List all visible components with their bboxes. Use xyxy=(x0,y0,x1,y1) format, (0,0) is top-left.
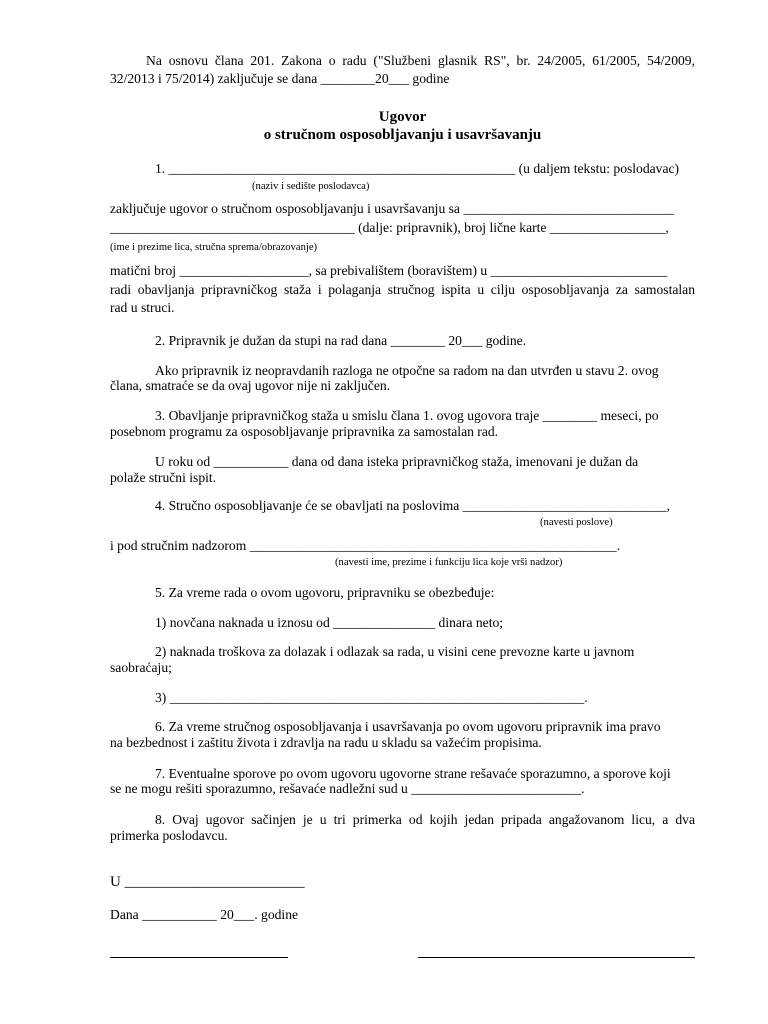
signature-line-employer xyxy=(418,957,695,958)
s1-line-6: rad u struci. xyxy=(110,300,175,315)
s2-line-1: 2. Pripravnik je dužan da stupi na rad dana ________ 20___ godine. xyxy=(155,333,527,348)
s1-line-1: 1. ___________________________________________________ (u daljem tekstu: poslodavac) xyxy=(155,161,680,176)
s8-line-2: primerka poslodavcu. xyxy=(110,828,228,843)
s4-line-1: 4. Stručno osposobljavanje će se obavljati na poslovima ______________________________, xyxy=(155,498,670,513)
document-title: Ugovor xyxy=(378,109,427,125)
s3-line-3: U roku od ___________ dana od dana isteka pripravničkog staža, imenovani je dužan da xyxy=(155,454,639,469)
s4-caption-tasks: (navesti poslove) xyxy=(540,517,613,528)
preamble-line-2: 32/2013 i 75/2014) zaključuje se dana ________20___ godine xyxy=(110,71,450,86)
s1-line-5: radi obavljanja pripravničkog staža i polaganja stručnog ispita u cilju osposobljavanja za samostalan xyxy=(110,282,695,297)
s4-line-2: i pod stručnim nadzorom ______________________________________________________. xyxy=(110,538,621,553)
s7-line-1: 7. Eventualne sporove po ovom ugovoru ugovorne strane rešavaće sporazumno, a sporove koji xyxy=(155,766,671,781)
s2-line-3: člana, smatraće se da ovaj ugovor nije ni zaključen. xyxy=(110,378,391,393)
s1-caption-trainee: (ime i prezime lica, stručna sprema/obrazovanje) xyxy=(110,242,318,253)
s4-caption-supervisor: (navesti ime, prezime i funkciju lica koje vrši nadzor) xyxy=(335,557,563,568)
s5-item-2a: 2) naknada troškova za dolazak i odlazak sa rada, u visini cene prevozne karte u javnom xyxy=(155,644,635,659)
s6-line-1: 6. Za vreme stručnog osposobljavanja i usavršavanja po ovom ugovoru pripravnik ima pravo xyxy=(155,719,661,734)
document-subtitle: o stručnom osposobljavanju i usavršavanju xyxy=(263,127,542,143)
s5-line-1: 5. Za vreme rada o ovom ugovoru, pripravniku se obezbeđuje: xyxy=(155,585,495,600)
preamble-line-1: Na osnovu člana 201. Zakona o radu ("Službeni glasnik RS", br. 24/2005, 61/2005, 54/2009, xyxy=(146,53,695,68)
date-field: Dana ___________ 20___. godine xyxy=(110,907,299,922)
s5-item-2b: saobraćaju; xyxy=(110,660,172,675)
s1-line-2: zaključuje ugovor o stručnom osposobljavanju i usavršavanju sa _______________________________ xyxy=(110,201,675,216)
s3-line-4: polaže stručni ispit. xyxy=(110,470,217,485)
s1-line-3: ____________________________________ (dalje: pripravnik), broj lične karte _________________, xyxy=(110,220,669,235)
s8-line-1: 8. Ovaj ugovor sačinjen je u tri primerka od kojih jedan pripada angažovanom licu, a dva xyxy=(155,812,695,827)
s7-line-2: se ne mogu rešiti sporazumno, rešavaće nadležni sud u _________________________. xyxy=(110,781,585,796)
s3-line-2: posebnom programu za osposobljavanje pripravnika za samostalan rad. xyxy=(110,424,499,439)
s3-line-1: 3. Obavljanje pripravničkog staža u smislu člana 1. ovog ugovora traje ________ meseci, po xyxy=(155,408,659,423)
s6-line-2: na bezbednost i zaštitu života i zdravlja na radu u skladu sa važećim propisima. xyxy=(110,735,542,750)
s5-item-3: 3) _____________________________________________________________. xyxy=(155,690,588,705)
s1-caption-employer: (naziv i sedište poslodavca) xyxy=(252,181,370,192)
s2-line-2: Ako pripravnik iz neopravdanih razloga ne otpočne sa radom na dan utvrđen u stavu 2. ovog xyxy=(155,363,659,378)
signature-line-trainee xyxy=(110,957,288,958)
s5-item-1: 1) novčana naknada u iznosu od _______________ dinara neto; xyxy=(155,615,504,630)
place-field: U ________________________ xyxy=(110,874,305,890)
s1-line-4: matični broj ___________________, sa prebivalištem (boravištem) u __________________________ xyxy=(110,263,668,278)
